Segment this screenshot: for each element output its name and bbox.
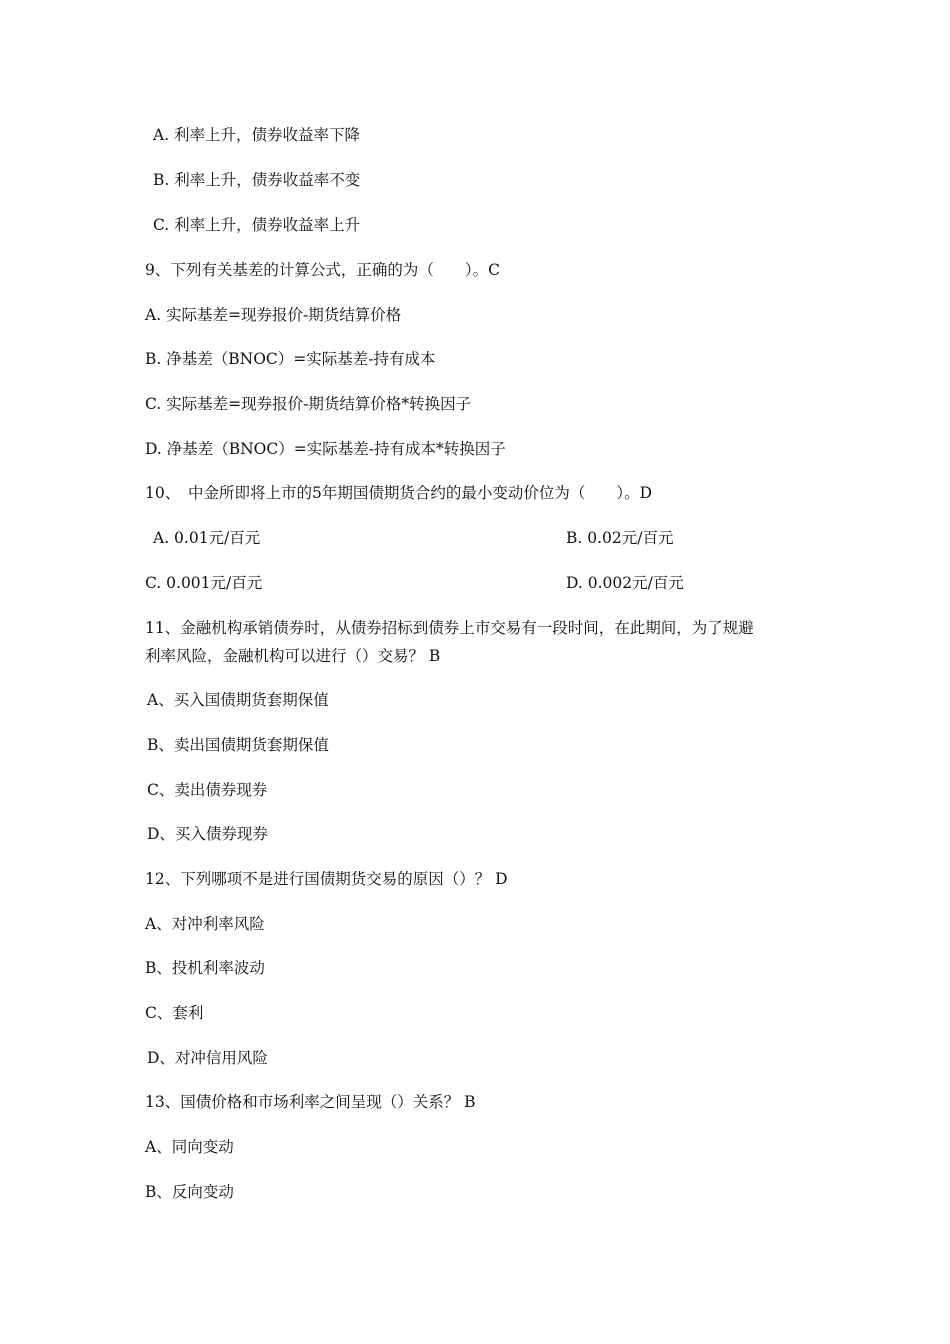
q9-option-a: A. 实际基差=现券报价-期货结算价格	[145, 306, 402, 324]
q12-option-a: A、对冲利率风险	[145, 915, 265, 933]
q11-question-line-2: 利率风险，金融机构可以进行（）交易？ B	[145, 647, 441, 665]
q11-option-a: A、买入国债期货套期保值	[147, 691, 329, 709]
q9-option-b: B. 净基差（BNOC）=实际基差-持有成本	[145, 350, 436, 368]
q11-question-line-1: 11、金融机构承销债券时，从债券招标到债券上市交易有一段时间，在此期间，为了规避	[145, 619, 754, 637]
q8-option-b: B. 利率上升，债券收益率不变	[153, 171, 361, 189]
q11-option-c: C、卖出债券现券	[147, 781, 268, 799]
q11-option-b: B、卖出国债期货套期保值	[147, 736, 329, 754]
q10-option-c: C. 0.001元/百元	[145, 574, 263, 592]
q13-option-b: B、反向变动	[145, 1183, 234, 1201]
q12-question: 12、下列哪项不是进行国债期货交易的原因（）？ D	[145, 870, 508, 888]
q9-question: 9、下列有关基差的计算公式，正确的为（ ）。C	[145, 261, 500, 279]
q10-question: 10、 中金所即将上市的5年期国债期货合约的最小变动价位为（ ）。D	[145, 484, 653, 502]
q10-option-d: D. 0.002元/百元	[566, 574, 684, 592]
q13-option-a: A、同向变动	[145, 1138, 234, 1156]
q12-option-c: C、套利	[145, 1004, 204, 1022]
q9-option-c: C. 实际基差=现券报价-期货结算价格*转换因子	[145, 395, 472, 413]
q9-option-d: D. 净基差（BNOC）=实际基差-持有成本*转换因子	[145, 440, 506, 458]
q12-option-d: D、对冲信用风险	[147, 1049, 268, 1067]
q12-option-b: B、投机利率波动	[145, 959, 265, 977]
q8-option-a: A. 利率上升，债券收益率下降	[153, 126, 361, 144]
q8-option-c: C. 利率上升，债券收益率上升	[153, 216, 361, 234]
q10-option-a: A. 0.01元/百元	[153, 529, 261, 547]
q11-option-d: D、买入债券现券	[147, 825, 268, 843]
q13-question: 13、国债价格和市场利率之间呈现（）关系？ B	[145, 1093, 476, 1111]
q10-option-b: B. 0.02元/百元	[566, 529, 674, 547]
